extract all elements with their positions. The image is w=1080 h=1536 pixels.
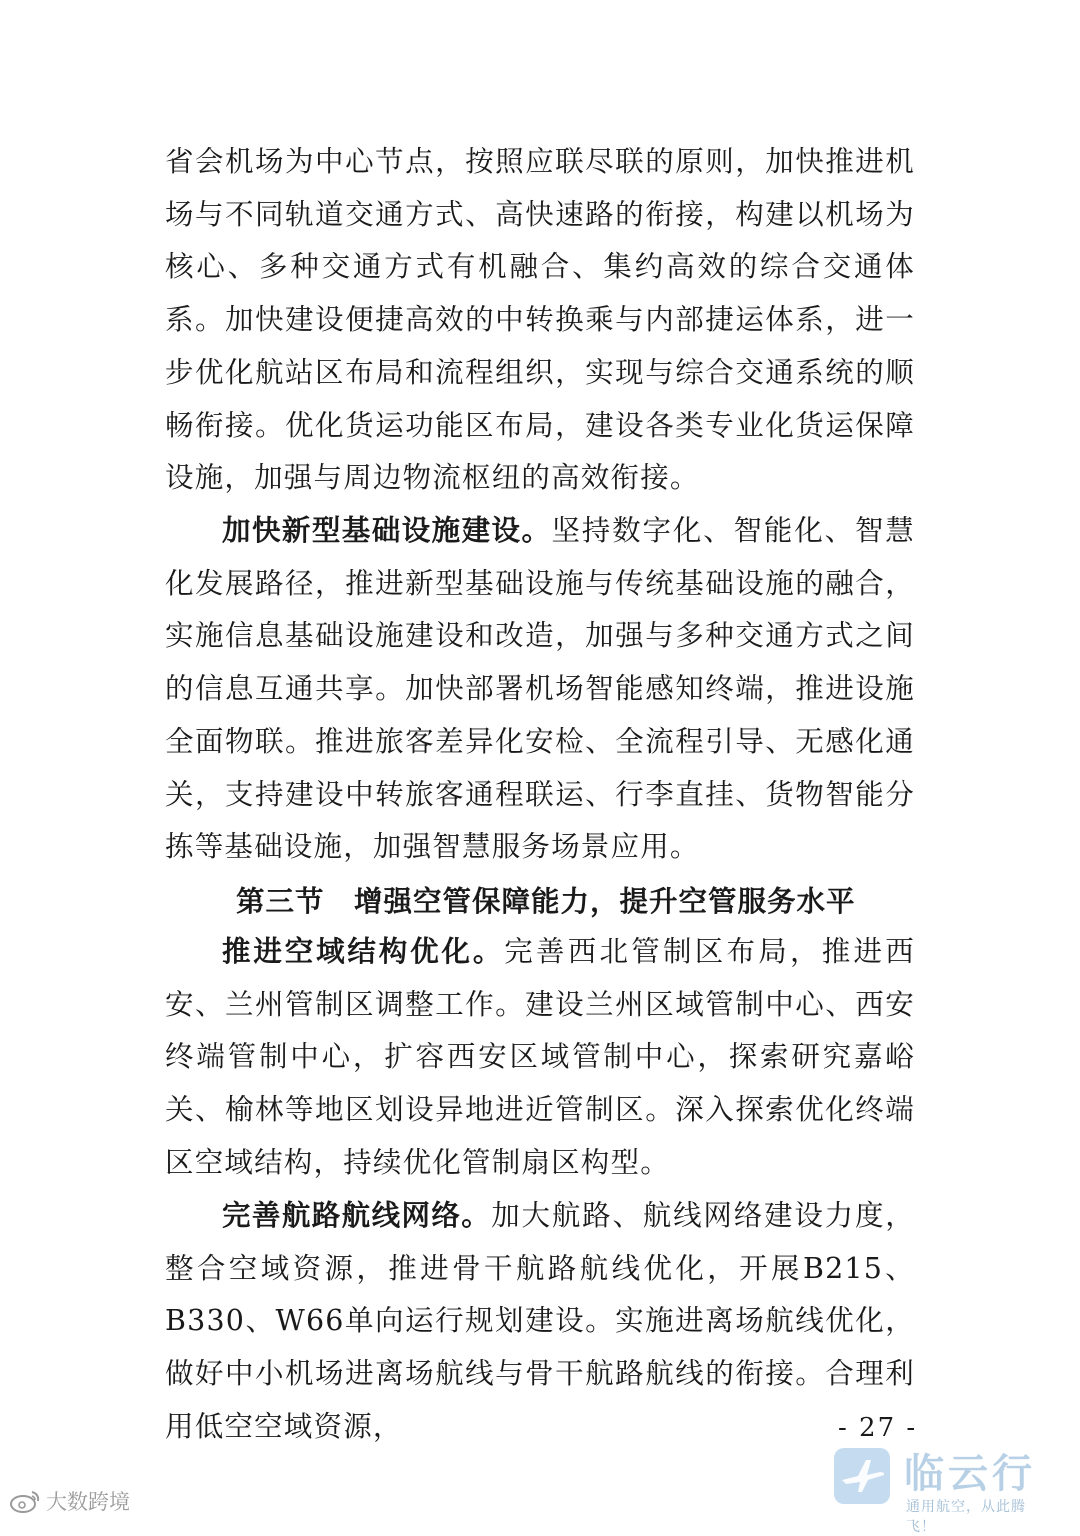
watermark-left-text: 大数跨境 (46, 1490, 130, 1514)
paragraph-1 (165, 136, 915, 505)
page-number: - 27 - (838, 1413, 918, 1443)
airplane-logo-icon (832, 1446, 892, 1506)
paragraph-4 (165, 1190, 918, 1454)
paragraph-2-text: 坚持数字化、智能化、智慧化发展路径，推进新型基础设施与传统基础设施的融合，实施信息基础设施建设和改造，加强与多种交通方式之间的信息互通共享。加快部署机场智能感知终端，推进设施全面物联。推进旅客差异化安检、全流程引导、无感化通关，支持建设中转旅客通程联运、行李直挂、货物智能分拣等基础设施，加强智慧服务场景应用。 (165, 514, 915, 864)
paragraph-3-body (165, 926, 915, 1190)
paragraph-4-lead: 完善航路航线网络。 (222, 1199, 492, 1232)
weibo-icon (8, 1488, 42, 1514)
paragraph-1-text: 省会机场为中心节点，按照应联尽联的原则，加快推进机场与不同轨道交通方式、高快速路的衔接，构建以机场为核心、多种交通方式有机融合、集约高效的综合交通体系。加快建设便捷高效的中转换乘与内部捷运体系，进一步优化航站区布局和流程组织，实现与综合交通系统的顺畅衔接。优化货运功能区布局，建设各类专业化货运保障设施，加强与周边物流枢纽的高效衔接。 (165, 145, 915, 495)
paragraph-2-lead: 加快新型基础设施建设。 (222, 514, 552, 547)
section-heading: 第三节 增强空管保障能力，提升空管服务水平 (236, 885, 856, 918)
watermark-slogan: 通用航空，从此腾飞！ (906, 1499, 1026, 1535)
watermark-right (832, 1442, 1042, 1535)
watermark-left (8, 1486, 130, 1516)
paragraph-3-text: 完善西北管制区布局，推进西安、兰州管制区调整工作。建设兰州区域管制中心、西安终端管制中心，扩容西安区域管制中心，探索研究嘉峪关、榆林等地区划设异地进近管制区。深入探索优化终端区空域结构，持续优化管制扇区构型。 (165, 935, 915, 1179)
paragraph-3 (165, 926, 915, 1190)
paragraph-3-lead: 推进空域结构优化。 (222, 935, 505, 968)
paragraph-4-text: 加大航路、航线网络建设力度，整合空域资源，推进骨干航路航线优化，开展B215、B330、W66单向运行规划建设。实施进离场航线优化，做好中小机场进离场航线与骨干航路航线的衔接。合理利用低空空域资源， (165, 1199, 915, 1443)
paragraph-2 (165, 505, 915, 874)
paragraph-2-body (165, 505, 915, 874)
watermark-brand: 临云行 (904, 1451, 1036, 1497)
paragraph-4-body (165, 1190, 918, 1454)
